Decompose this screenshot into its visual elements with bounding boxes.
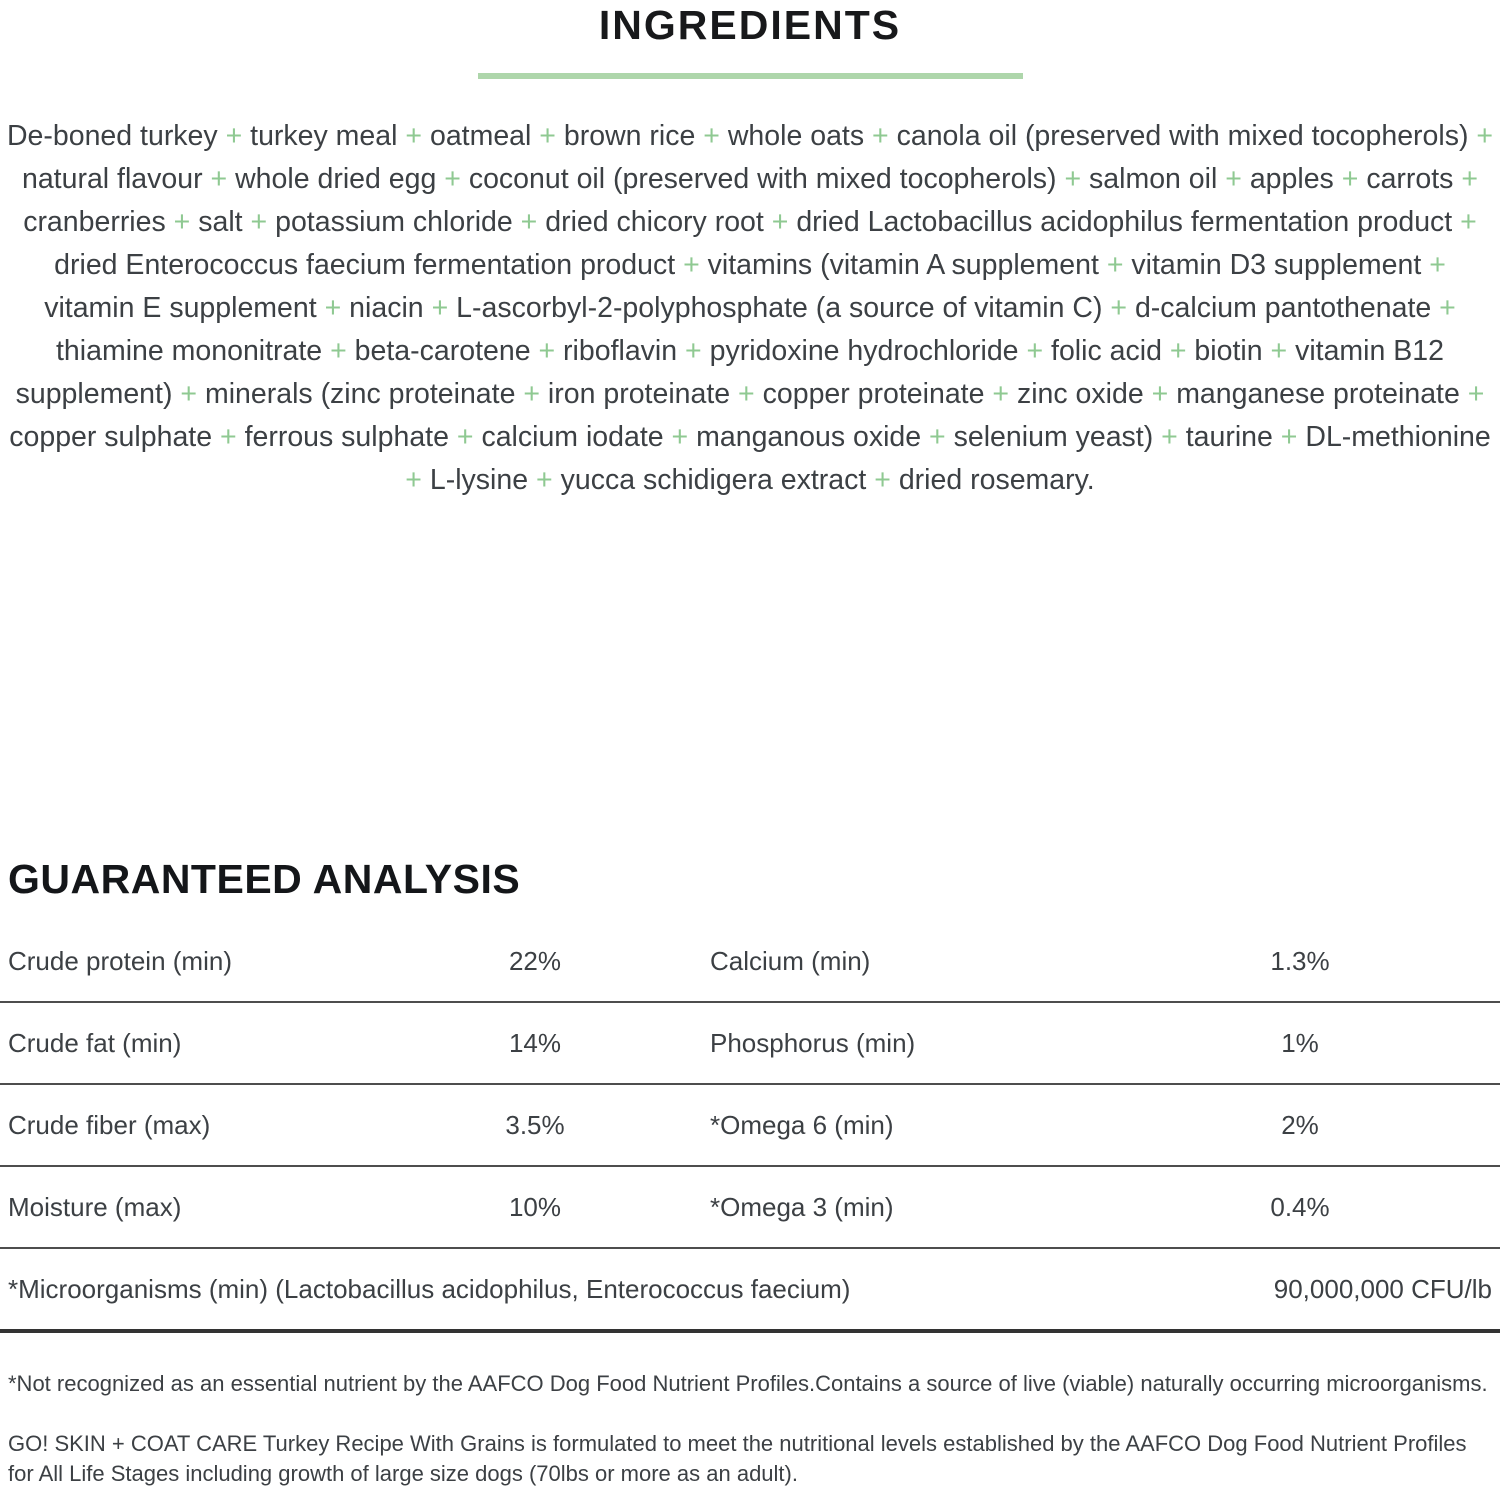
nutrient-value: 14% <box>508 1027 562 1058</box>
nutrient-value: 10% <box>508 1191 562 1222</box>
plus-separator-icon: + <box>1280 421 1298 453</box>
table-row-microorganisms <box>0 1249 1500 1333</box>
nutrient-value: 2% <box>1281 1109 1319 1140</box>
plus-separator-icon: + <box>1460 206 1477 238</box>
plus-separator-icon: + <box>1026 335 1044 367</box>
plus-separator-icon: + <box>703 120 720 152</box>
nutrient-value: 3.5% <box>505 1109 565 1140</box>
plus-separator-icon: + <box>180 378 198 410</box>
plus-separator-icon: + <box>444 163 461 195</box>
table-row <box>0 1167 1500 1249</box>
plus-separator-icon: + <box>173 206 191 238</box>
table-row <box>0 1085 1500 1167</box>
guaranteed-analysis-table <box>0 921 1500 1333</box>
plus-separator-icon: + <box>324 292 342 324</box>
plus-separator-icon: + <box>1476 120 1494 152</box>
plus-separator-icon: + <box>1169 335 1187 367</box>
plus-separator-icon: + <box>250 206 268 238</box>
plus-separator-icon: + <box>536 464 553 496</box>
plus-separator-icon: + <box>1151 378 1169 410</box>
nutrient-label: Phosphorus (min) <box>710 1027 916 1058</box>
plus-separator-icon: + <box>1110 292 1128 324</box>
formulation-statement: GO! SKIN + COAT CARE Turkey Recipe With Grains is formulated to meet the nutritional levels established by the AAFCO Dog Food Nutrient Profiles for All Life Stages including growth of large size dogs (70lbs or more as an adult). <box>8 1431 1467 1486</box>
plus-separator-icon: + <box>671 421 689 453</box>
table-row <box>0 1003 1500 1085</box>
plus-separator-icon: + <box>874 464 891 496</box>
plus-separator-icon: + <box>683 249 700 281</box>
plus-separator-icon: + <box>405 120 423 152</box>
nutrient-label: Crude fiber (max) <box>8 1109 211 1140</box>
table-row <box>0 921 1500 1003</box>
plus-separator-icon: + <box>771 206 789 238</box>
plus-separator-icon: + <box>1270 335 1288 367</box>
plus-separator-icon: + <box>523 378 540 410</box>
nutrient-label: Crude protein (min) <box>8 945 232 976</box>
aafco-footnote: *Not recognized as an essential nutrient by the AAFCO Dog Food Nutrient Profiles.Contains a source of live (viable) naturally occurring microorganisms. <box>8 1371 1488 1396</box>
nutrient-label: Moisture (max) <box>8 1191 182 1222</box>
plus-separator-icon: + <box>1106 249 1124 281</box>
nutrient-value: 1% <box>1281 1027 1319 1058</box>
plus-separator-icon: + <box>1439 292 1456 324</box>
nutrient-label: *Omega 3 (min) <box>710 1191 894 1222</box>
plus-separator-icon: + <box>225 120 243 152</box>
nutrient-value: 90,000,000 CFU/lb <box>1273 1273 1492 1304</box>
plus-separator-icon: + <box>1064 163 1082 195</box>
plus-separator-icon: + <box>685 335 702 367</box>
guaranteed-analysis-title: GUARANTEED ANALYSIS <box>8 856 521 902</box>
plus-separator-icon: + <box>219 421 237 453</box>
plus-separator-icon: + <box>1341 163 1359 195</box>
nutrient-label: *Omega 6 (min) <box>710 1109 894 1140</box>
plus-separator-icon: + <box>872 120 889 152</box>
ingredients-text: De-boned turkey + turkey meal + oatmeal + brown rice + whole oats + canola oil (preserved with mixed tocopherols) + natural flavour + whole dried egg + coconut oil (preserved with mixed tocopherols) + salmon oil + apples + carrots + cranberries + salt + potassium chloride + dried chicory root + dried Lactobacillus acidophilus fermentation product + dried Enterococcus faecium fermentation product + vitamins (vitamin A supplement + vitamin D3 supplement + vitamin E supplement + niacin + L-ascorbyl-2-polyphosphate (a source of vitamin C) + d-calcium pantothenate + thiamine mononitrate + beta-carotene + riboflavin + pyridoxine hydrochloride + folic acid + biotin + vitamin B12 supplement) + minerals (zinc proteinate + iron proteinate + copper proteinate + zinc oxide + manganese proteinate + copper sulphate + ferrous sulphate + calcium iodate + manganous oxide + selenium yeast) + taurine + DL-methionine + L-lysine + yucca schidigera extract + dried rosemary. <box>6 120 1494 496</box>
ingredients-title: INGREDIENTS <box>598 2 902 48</box>
plus-separator-icon: + <box>1467 378 1485 410</box>
plus-separator-icon: + <box>520 206 538 238</box>
plus-separator-icon: + <box>1461 163 1478 195</box>
plus-separator-icon: + <box>538 335 556 367</box>
plus-separator-icon: + <box>1161 421 1178 453</box>
plus-separator-icon: + <box>738 378 755 410</box>
plus-separator-icon: + <box>456 421 474 453</box>
plus-separator-icon: + <box>405 464 422 496</box>
green-divider <box>478 73 1023 79</box>
nutrient-label: Calcium (min) <box>710 945 871 976</box>
plus-separator-icon: + <box>929 421 946 453</box>
nutrient-value: 22% <box>508 945 562 976</box>
nutrient-label: Crude fat (min) <box>8 1027 182 1058</box>
plus-separator-icon: + <box>210 163 228 195</box>
nutrient-value: 0.4% <box>1270 1191 1330 1222</box>
ingredients-section <box>0 115 1500 855</box>
plus-separator-icon: + <box>1225 163 1242 195</box>
nutrient-label: *Microorganisms (min) (Lactobacillus acidophilus, Enterococcus faecium) <box>8 1273 851 1304</box>
plus-separator-icon: + <box>330 335 347 367</box>
plus-separator-icon: + <box>539 120 556 152</box>
plus-separator-icon: + <box>992 378 1010 410</box>
nutrient-value: 1.3% <box>1270 945 1330 976</box>
plus-separator-icon: + <box>1429 249 1446 281</box>
plus-separator-icon: + <box>431 292 449 324</box>
